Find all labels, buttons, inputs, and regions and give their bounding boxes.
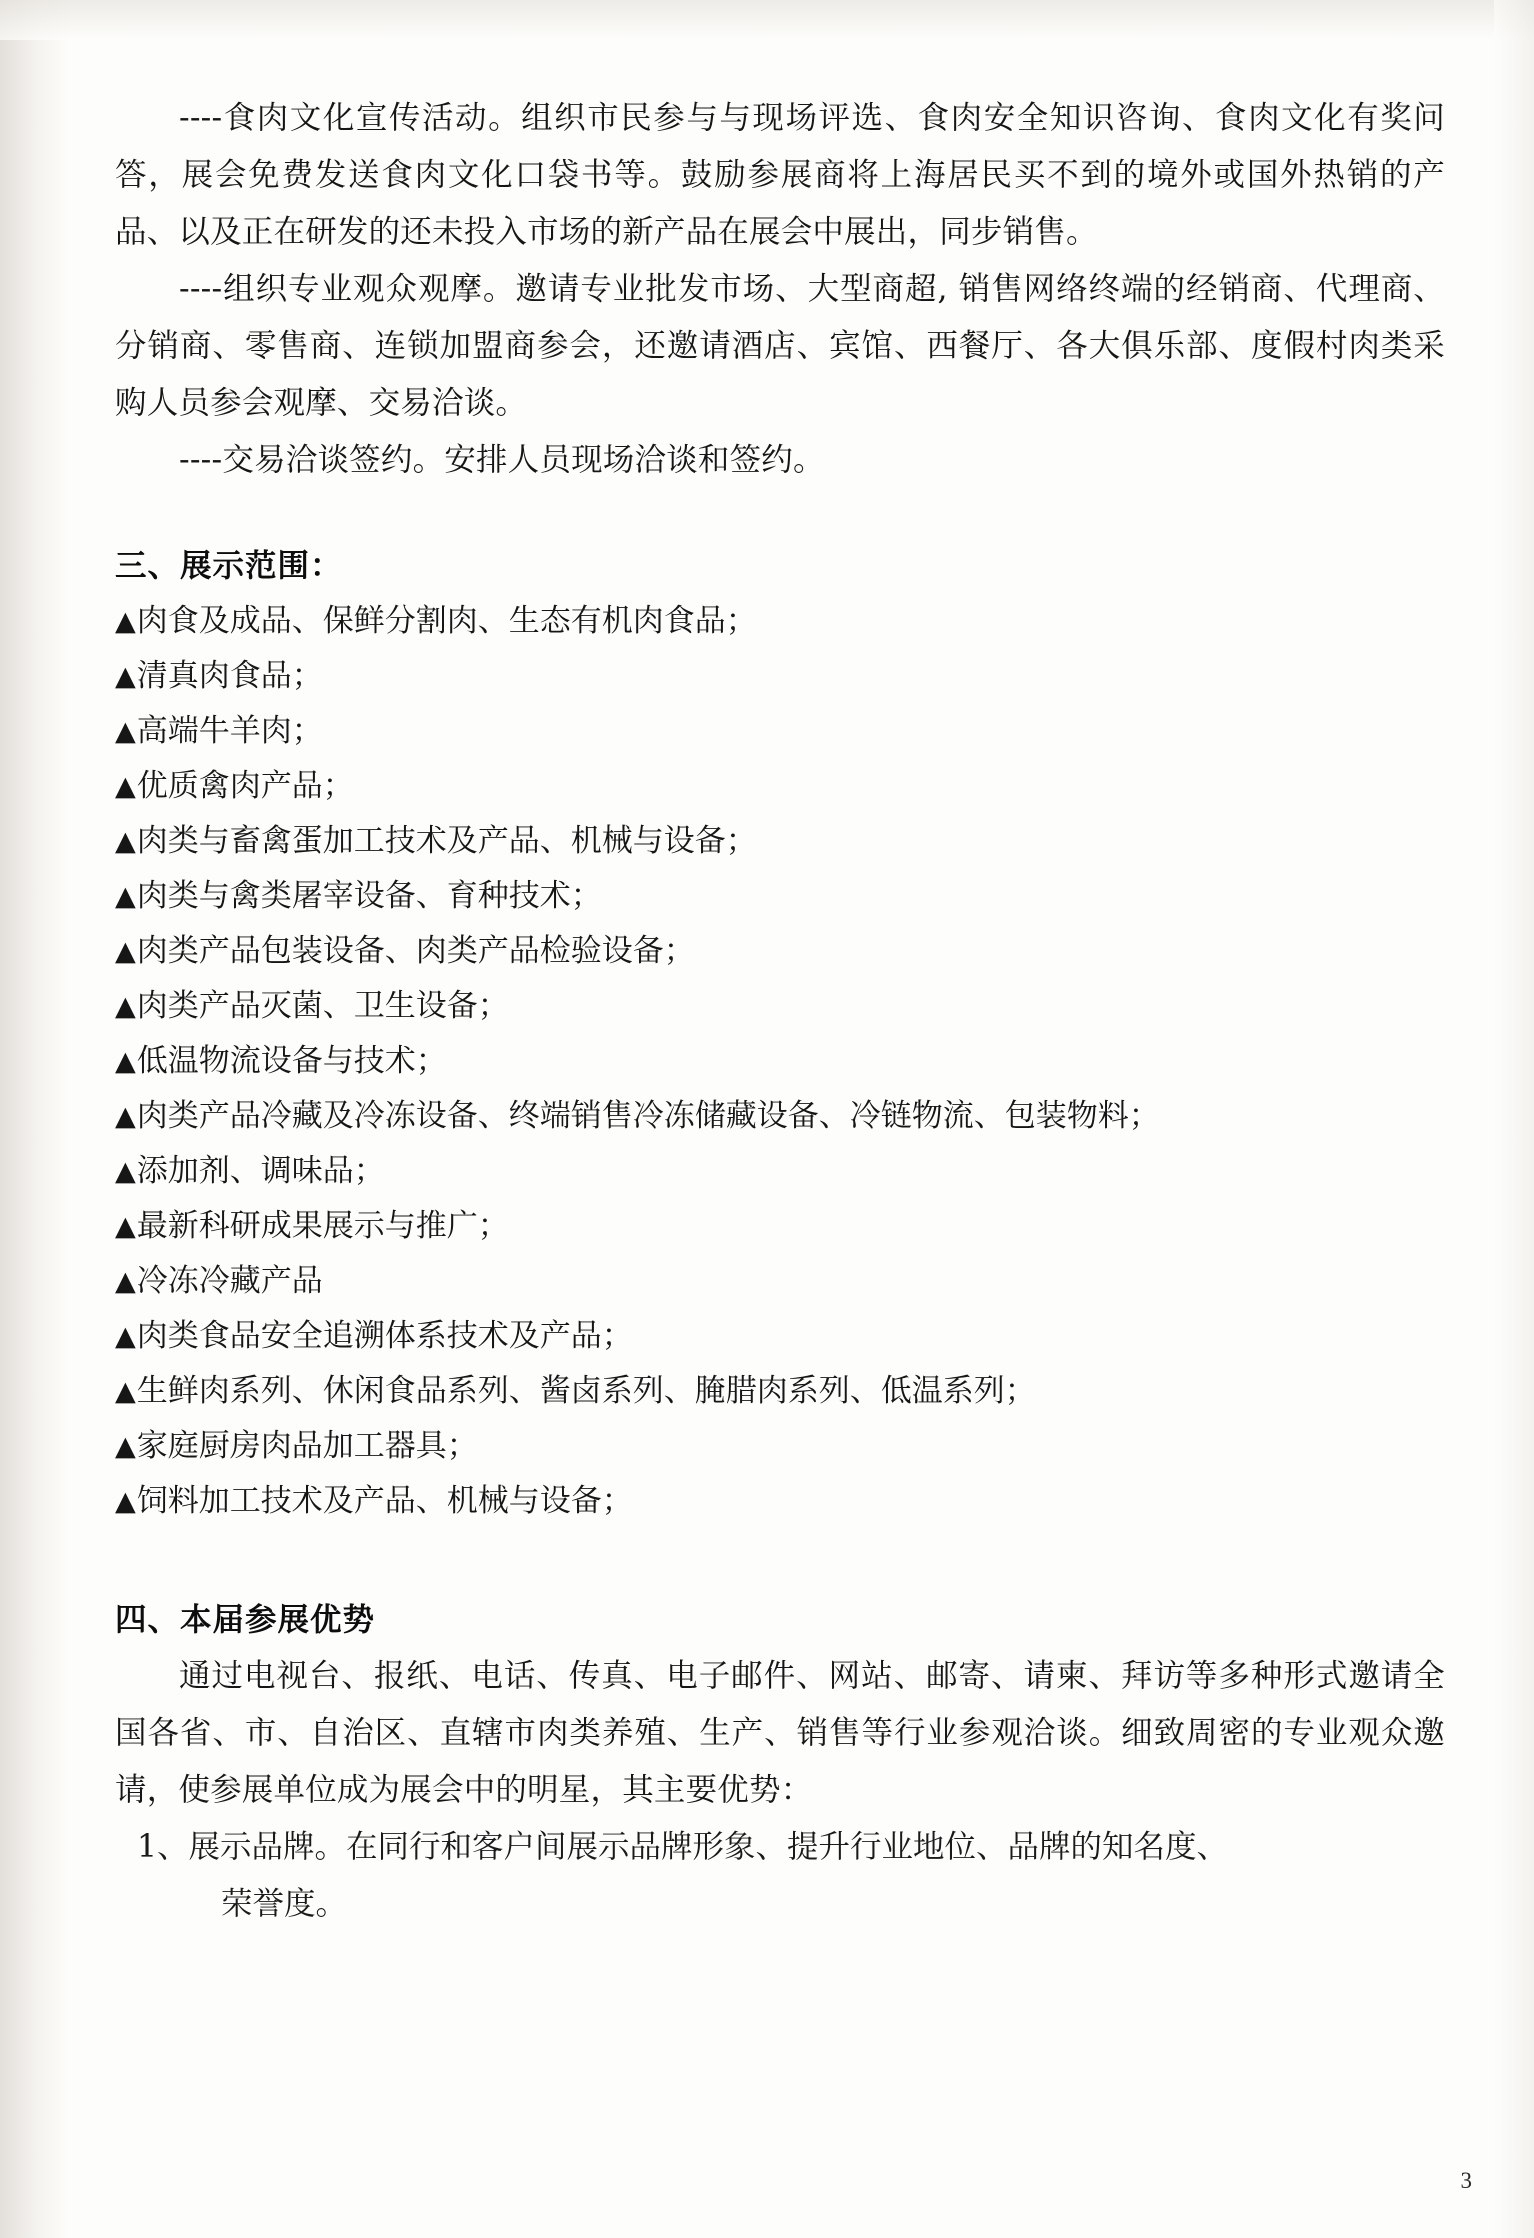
list-item	[115, 594, 1445, 649]
list-item-label: 肉类与禽类屠宰设备、育种技术；	[136, 878, 602, 914]
list-item	[115, 1364, 1445, 1419]
scan-shadow-left	[0, 0, 70, 2238]
document-content	[115, 90, 1445, 1933]
heading-exhibit-advantages: 四、本届参展优势	[115, 1601, 376, 1638]
list-item-label: 最新科研成果展示与推广；	[136, 1208, 509, 1244]
list-item	[115, 814, 1445, 869]
list-item-label: 冷冻冷藏产品	[136, 1263, 323, 1299]
paragraph-professional-visitors: ----组织专业观众观摩。邀请专业批发市场、大型商超, 销售网络终端的经销商、代理商、分销商、零售商、连锁加盟商参会，还邀请酒店、宾馆、西餐厅、各大俱乐部、度假村肉类采购人员参会观摩、交易洽谈。	[115, 271, 1445, 421]
triangle-bullet-icon: ▲	[115, 1156, 136, 1187]
triangle-bullet-icon: ▲	[115, 991, 136, 1022]
list-item-label: 肉食及成品、保鲜分割肉、生态有机肉食品；	[136, 603, 757, 639]
list-item-label: 家庭厨房肉品加工器具；	[136, 1428, 478, 1464]
list-item-label: 饲料加工技术及产品、机械与设备；	[136, 1483, 633, 1519]
list-item-label: 肉类食品安全追溯体系技术及产品；	[136, 1318, 633, 1354]
list-item	[115, 1089, 1445, 1144]
list-item-label: 优质禽肉产品；	[136, 768, 354, 804]
triangle-bullet-icon: ▲	[115, 826, 136, 857]
list-item-text: 展示品牌。在同行和客户间展示品牌形象、提升行业地位、品牌的知名度、	[188, 1829, 1229, 1865]
list-item-number: 1、	[137, 1829, 189, 1865]
list-item	[115, 924, 1445, 979]
list-item	[115, 979, 1445, 1034]
list-item-label: 生鲜肉系列、休闲食品系列、酱卤系列、腌腊肉系列、低温系列；	[136, 1373, 1036, 1409]
list-item	[115, 869, 1445, 924]
paragraph-invitation-methods: 通过电视台、报纸、电话、传真、电子邮件、网站、邮寄、请柬、拜访等多种形式邀请全国各省、市、自治区、直辖市肉类养殖、生产、销售等行业参观洽谈。细致周密的专业观众邀请，使参展单位成为展会中的明星，其主要优势：	[115, 1658, 1445, 1808]
list-item	[115, 1309, 1445, 1364]
triangle-bullet-icon: ▲	[115, 1321, 136, 1352]
list-item	[115, 1419, 1445, 1474]
list-item	[115, 704, 1445, 759]
list-item-text-continued: 荣誉度。	[221, 1886, 348, 1922]
scan-shadow-top	[0, 0, 1534, 40]
triangle-bullet-icon: ▲	[115, 1046, 136, 1077]
list-item-label: 添加剂、调味品；	[136, 1153, 385, 1189]
triangle-bullet-icon: ▲	[115, 936, 136, 967]
triangle-bullet-icon: ▲	[115, 1486, 136, 1517]
spacer	[115, 1577, 1445, 1591]
numbered-list-item	[137, 1819, 1445, 1933]
spacer	[115, 1529, 1445, 1577]
paragraph-culture-activity: ----食肉文化宣传活动。组织市民参与与现场评选、食肉安全知识咨询、食肉文化有奖问答，展会免费发送食肉文化口袋书等。鼓励参展商将上海居民买不到的境外或国外热销的产品、以及正在研发的还未投入市场的新产品在展会中展出，同步销售。	[115, 100, 1445, 250]
spacer	[115, 489, 1445, 537]
list-item-label: 肉类与畜禽蛋加工技术及产品、机械与设备；	[136, 823, 757, 859]
list-item	[115, 759, 1445, 814]
triangle-bullet-icon: ▲	[115, 1431, 136, 1462]
scan-shadow-right	[1494, 0, 1534, 2238]
list-item-label: 低温物流设备与技术；	[136, 1043, 447, 1079]
list-item-label: 高端牛羊肉；	[136, 713, 323, 749]
list-item	[115, 649, 1445, 704]
triangle-bullet-icon: ▲	[115, 606, 136, 637]
triangle-bullet-icon: ▲	[115, 881, 136, 912]
triangle-bullet-icon: ▲	[115, 1376, 136, 1407]
list-item	[115, 1254, 1445, 1309]
list-item	[115, 1199, 1445, 1254]
list-item	[115, 1034, 1445, 1089]
triangle-bullet-icon: ▲	[115, 771, 136, 802]
list-item-label: 肉类产品冷藏及冷冻设备、终端销售冷冻储藏设备、冷链物流、包装物料；	[136, 1098, 1160, 1134]
triangle-bullet-icon: ▲	[115, 1211, 136, 1242]
heading-exhibit-scope: 三、展示范围：	[115, 547, 343, 584]
paragraph-trade-signing: ----交易洽谈签约。安排人员现场洽谈和签约。	[179, 442, 825, 478]
triangle-bullet-icon: ▲	[115, 716, 136, 747]
triangle-bullet-icon: ▲	[115, 661, 136, 692]
list-item	[115, 1474, 1445, 1529]
list-item-label: 肉类产品包装设备、肉类产品检验设备；	[136, 933, 695, 969]
triangle-bullet-icon: ▲	[115, 1266, 136, 1297]
page-number: 3	[1460, 2168, 1472, 2193]
triangle-bullet-icon: ▲	[115, 1101, 136, 1132]
list-item	[115, 1144, 1445, 1199]
list-item-label: 肉类产品灭菌、卫生设备；	[136, 988, 509, 1024]
list-item-label: 清真肉食品；	[136, 658, 323, 694]
